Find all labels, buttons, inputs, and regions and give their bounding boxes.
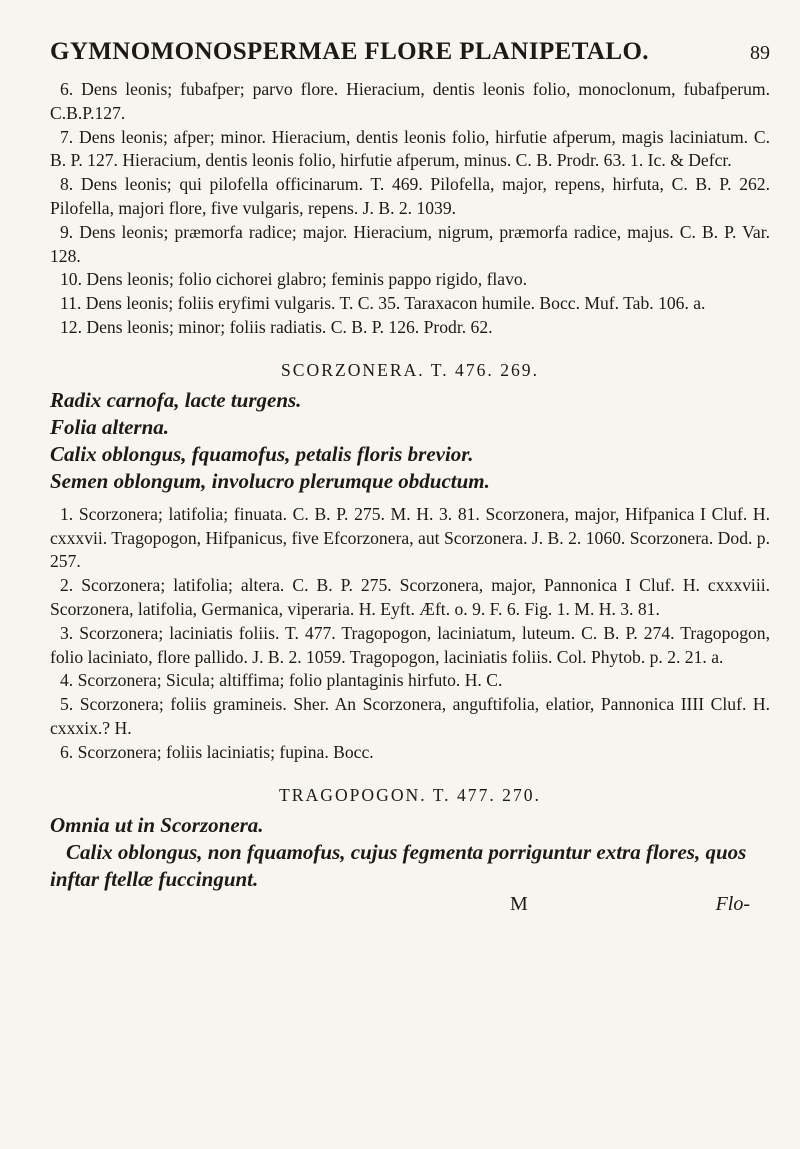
scorzonera-heading: SCORZONERA. T. 476. 269. xyxy=(281,359,539,380)
entry: 4. Scorzonera; Sicula; altiffima; folio plantaginis hirfuto. H. C. xyxy=(60,670,503,691)
running-head: GYMNOMONOSPERMAE FLORE PLANIPETALO. xyxy=(50,38,649,65)
entry: 6. Dens leonis; fubafper; parvo flore. Hieracium, dentis leonis folio, monoclonum, fubafperum. C.B.P.127. xyxy=(50,79,770,123)
tragopogon-description xyxy=(50,812,770,893)
description-line: Omnia ut in Scorzonera. xyxy=(50,812,264,837)
entry: 3. Scorzonera; laciniatis foliis. T. 477. Tragopogon, laciniatum, luteum. C. B. P. 274. Tragopogon, folio laciniato, flore pallido. J. B. 2. 1059. Tragopogon, laciniatis foliis. Col. Phytob. p. 2. 21. a. xyxy=(50,622,770,667)
scorzonera-entries xyxy=(50,503,770,765)
entry: 11. Dens leonis; foliis eryfimi vulgaris. T. C. 35. Taraxacon humile. Bocc. Muf. Tab. 106. a. xyxy=(60,293,706,314)
entry: 1. Scorzonera; latifolia; finuata. C. B. P. 275. M. H. 3. 81. Scorzonera, major, Hifpanica I Cluf. H. cxxxvii. Tragopogon, Hifpanicus, five Efcorzonera, aut Scorzonera. J. B. 2. 1060. Scorzonera. Dod. p. 257. xyxy=(50,503,770,572)
tragopogon-heading: TRAGOPOGON. T. 477. 270. xyxy=(279,784,541,805)
page-footer xyxy=(50,893,770,919)
entry: 9. Dens leonis; præmorfa radice; major. Hieracium, nigrum, præmorfa radice, majus. C. B. P. Var. 128. xyxy=(50,221,770,266)
entry: 12. Dens leonis; minor; foliis radiatis. C. B. P. 126. Prodr. 62. xyxy=(60,316,493,337)
dens-leonis-entries xyxy=(50,78,770,340)
entry: 8. Dens leonis; qui pilofella officinarum. T. 469. Pilofella, major, repens, hirfuta, C. B. P. 262. Pilofella, majori flore, five vulgaris, repens. J. B. 2. 1039. xyxy=(50,174,770,218)
catchword: Flo- xyxy=(715,892,750,915)
entry: 7. Dens leonis; afper; minor. Hieracium, dentis leonis folio, hirfutie afperum, magis laciniatum. C. B. P. 127. Hieracium, dentis leonis folio, hirfutie afperum, minus. C. B. Prodr. 63. 1. Ic. & Defcr. xyxy=(50,126,770,171)
page-number: 89 xyxy=(750,42,770,64)
entry: 6. Scorzonera; foliis laciniatis; fupina. Bocc. xyxy=(60,741,374,762)
description-line: Semen oblongum, involucro plerumque obductum. xyxy=(50,468,490,493)
entry: 2. Scorzonera; latifolia; altera. C. B. P. 275. Scorzonera, major, Pannonica I Cluf. H. cxxxviii. Scorzonera, latifolia, Germanica, viperaria. H. Eyft. Æft. o. 9. F. 6. Fig. 1. M. H. 3. 81. xyxy=(50,575,770,619)
description-line: Radix carnofa, lacte turgens. xyxy=(50,387,302,412)
description-line: Calix oblongus, non fquamofus, cujus fegmenta porriguntur extra flores, quos inftar ftellæ fuccingunt. xyxy=(50,839,747,891)
page-header xyxy=(50,38,770,78)
scorzonera-description xyxy=(50,387,770,495)
page xyxy=(50,38,770,919)
signature-mark: M xyxy=(510,892,528,915)
entry: 10. Dens leonis; folio cichorei glabro; feminis pappo rigido, flavo. xyxy=(60,269,528,290)
description-line: Calix oblongus, fquamofus, petalis floris brevior. xyxy=(50,441,474,466)
description-line: Folia alterna. xyxy=(50,414,170,439)
entry: 5. Scorzonera; foliis gramineis. Sher. An Scorzonera, anguftifolia, elatior, Pannonica IIII Cluf. H. cxxxix.? H. xyxy=(50,694,770,738)
